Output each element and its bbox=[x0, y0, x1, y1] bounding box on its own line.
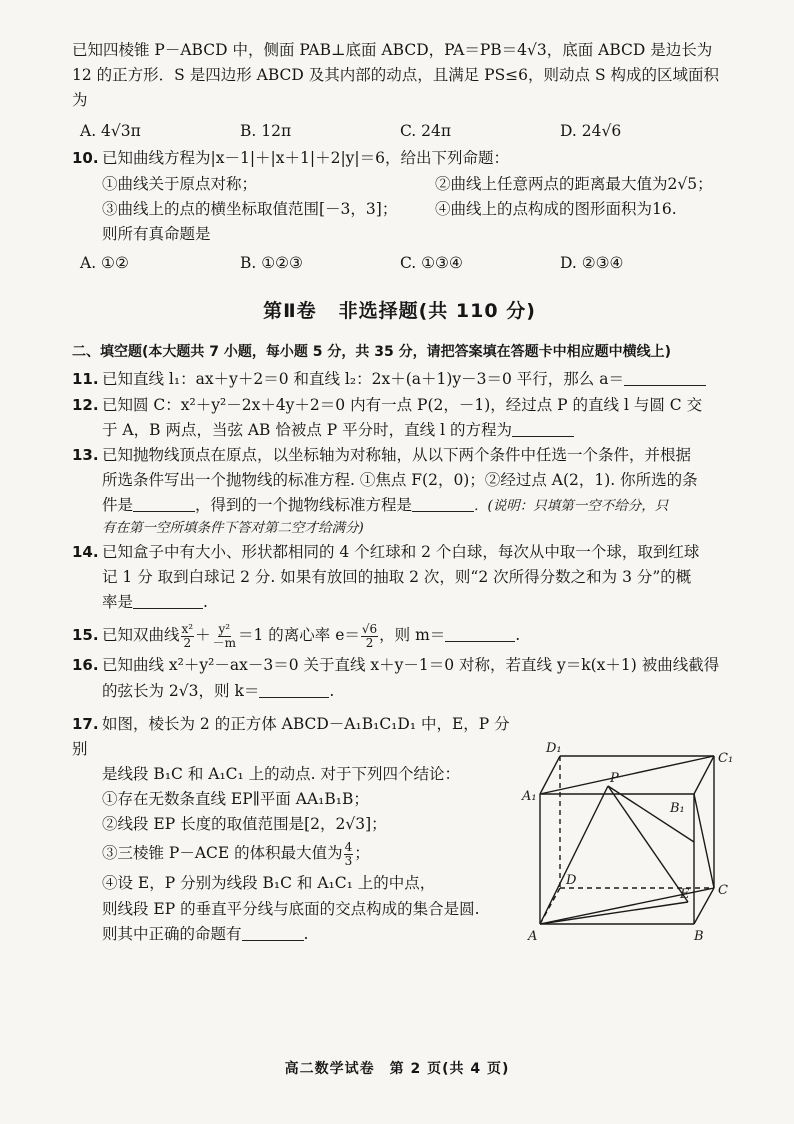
q17-conclusion-3: ③三棱锥 P－ACE 的体积最大值为 bbox=[102, 844, 343, 863]
q11-answer-blank[interactable] bbox=[624, 370, 706, 387]
part-2-heading: 二、填空题(本大题共 7 小题，每小题 5 分，共 35 分，请把答案填在答题卡中相应题中横线上) bbox=[72, 343, 672, 360]
q10-prop-2: ②曲线上任意两点的距离最大值为2√5； bbox=[435, 174, 713, 193]
label-D1: D₁ bbox=[546, 742, 562, 756]
q10-propositions bbox=[72, 172, 727, 222]
q12-line2: 于 A，B 两点，当弦 AB 恰被点 P 平分时，直线 l 的方程为 bbox=[102, 420, 512, 439]
q10-ask: 则所有真命题是 bbox=[102, 224, 211, 243]
q14-line3: 率是 bbox=[102, 593, 134, 612]
q9-option-a: A. 4√3π bbox=[80, 122, 141, 141]
q17-conclusion-2: ②线段 EP 长度的取值范围是[2，2√3]； bbox=[102, 815, 387, 834]
q17-number: 17. bbox=[72, 714, 99, 733]
label-B: B bbox=[694, 929, 704, 944]
q16-line1: 已知曲线 x²＋y²－ax－3＝0 关于直线 x＋y－1＝0 对称，若直线 y＝k(x＋1) 被曲线截得 bbox=[102, 656, 720, 675]
q11-number: 11. bbox=[72, 370, 99, 389]
q14-line1: 已知盒子中有大小、形状都相同的 4 个红球和 2 个白球，每次从中取一个球，取到红球 bbox=[102, 542, 700, 561]
question-14: 14. 已知盒子中有大小、形状都相同的 4 个红球和 2 个白球，每次从中取一个球，取到红球 记 1 分 取到白球记 2 分. 如果有放回的抽取 2 次，则“2 次所得分数之和为 3 分”的概 率是 . bbox=[72, 540, 727, 615]
question-13 bbox=[72, 443, 727, 540]
q12-answer-blank[interactable] bbox=[512, 420, 574, 437]
label-A1: A₁ bbox=[522, 789, 537, 804]
label-A: A bbox=[528, 929, 538, 944]
question-15: 15. 已知双曲线 $\frac{\text{x²}}{2}$ ＋ $\frac{\text{y²}}{-m}$ ＝1 的离心率 e＝ $\frac{√6}{2}$ ，则 m＝ . bbox=[72, 622, 521, 650]
q17-conclusion-4b: 则线段 EP 的垂直平分线与底面的交点构成的集合是圆. bbox=[102, 899, 480, 918]
q10-stem: 已知曲线方程为|x－1|＋|x＋1|＋2|y|＝6，给出下列命题： bbox=[102, 149, 510, 168]
question-11 bbox=[72, 367, 727, 392]
q12-number: 12. bbox=[72, 395, 99, 414]
q17-conclusion-4a: ④设 E，P 分别为线段 B₁C 和 A₁C₁ 上的中点， bbox=[102, 874, 436, 893]
q15-fraction-y: $\frac{\text{y²}}{-m}$ bbox=[212, 622, 236, 650]
q10-prop-3: ③曲线上的点的横坐标取值范围[－3，3]； bbox=[102, 199, 398, 218]
q13-line2: 所选条件写出一个抛物线的标准方程. ①焦点 F(2，0)；②经过点 A(2，1). 你所选的条 bbox=[102, 470, 698, 489]
q12-line1: 已知圆 C：x²＋y²－2x＋4y＋2＝0 内有一点 P(2，－1)，经过点 P 的直线 l 与圆 C 交 bbox=[102, 395, 703, 414]
section-title-name: 非选择题(共 110 分) bbox=[338, 299, 536, 322]
question-10 bbox=[72, 146, 727, 276]
q13-equation-blank[interactable] bbox=[412, 495, 474, 512]
q9-option-b: B. 12π bbox=[240, 122, 292, 141]
q15-pre: 已知双曲线 bbox=[102, 626, 180, 645]
cube-figure bbox=[448, 742, 738, 967]
q17-ask: 则其中正确的命题有 bbox=[102, 924, 242, 943]
label-P: P bbox=[610, 771, 619, 786]
q16-number: 16. bbox=[72, 656, 99, 675]
q10-prop-4: ④曲线上的点构成的图形面积为16. bbox=[435, 199, 677, 218]
q11-text: 已知直线 l₁：ax＋y＋2＝0 和直线 l₂：2x＋(a＋1)y－3＝0 平行，那么 a＝ bbox=[102, 370, 624, 389]
q10-options bbox=[72, 251, 727, 276]
q10-option-b: B. ①②③ bbox=[240, 253, 303, 272]
q9-option-c: C. 24π bbox=[400, 122, 452, 141]
section-title-part: 第Ⅱ卷 bbox=[263, 299, 317, 322]
question-16: 16. 已知曲线 x²＋y²－ax－3＝0 关于直线 x＋y－1＝0 对称，若直线 y＝k(x＋1) 被曲线截得 的弦长为 2√3，则 k＝ . bbox=[72, 653, 727, 703]
q10-option-d: D. ②③④ bbox=[560, 253, 624, 272]
q15-answer-blank[interactable] bbox=[445, 626, 515, 643]
q10-option-a: A. ①② bbox=[80, 253, 129, 272]
q10-option-c: C. ①③④ bbox=[400, 253, 463, 272]
q14-line2: 记 1 分 取到白球记 2 分. 如果有放回的抽取 2 次，则“2 次所得分数之和为 3 分”的概 bbox=[102, 568, 692, 587]
q15-fraction-x: $\frac{\text{x²}}{2}$ bbox=[181, 622, 194, 650]
q13-line1: 已知抛物线顶点在原点，以坐标轴为对称轴，从以下两个条件中任选一个条件，并根据 bbox=[102, 445, 692, 464]
q9-stem: 已知四棱锥 P－ABCD 中，侧面 PAB⊥底面 ABCD，PA＝PB＝4√3，底面 ABCD 是边长为12 的正方形．S 是四边形 ABCD 及其内部的动点，且满足 PS≤6，则动点 S 构成的区域面积为 bbox=[72, 41, 720, 110]
q17-line2: 是线段 B₁C 和 A₁C₁ 上的动点. 对于下列四个结论： bbox=[102, 764, 461, 783]
label-B1: B₁ bbox=[670, 801, 685, 816]
question-17: 17. 如图，棱长为 2 的正方体 ABCD－A₁B₁C₁D₁ 中，E，P 分别 是线段 B₁C 和 A₁C₁ 上的动点. 对于下列四个结论： ①存在无数条直线 EP∥平面 AA₁B₁B； ②线段 EP 长度的取值范围是[2，2√3]； ③三棱锥 P－ACE 的体积最大值为 $\frac{4}{3}$ ； ④设 E，P 分别为线段 B₁C 和 A₁C₁ 上的中点， 则线段 EP 的垂直平分线与底面的交点构成的集合是圆. 则其中正确的命题有 . bbox=[72, 712, 512, 947]
section-title bbox=[72, 296, 727, 327]
q15-mid: ＝1 的离心率 e＝ bbox=[238, 626, 360, 645]
q16-answer-blank[interactable] bbox=[259, 681, 329, 698]
q13-line3a: 件是 bbox=[102, 495, 134, 514]
label-C: C bbox=[718, 883, 728, 898]
q10-prop-1: ①曲线关于原点对称； bbox=[102, 174, 258, 193]
q17-line1: 如图，棱长为 2 的正方体 ABCD－A₁B₁C₁D₁ 中，E，P 分别 bbox=[72, 714, 510, 758]
q15-fraction-e: $\frac{√6}{2}$ bbox=[361, 622, 378, 650]
q13-condition-blank[interactable] bbox=[133, 495, 195, 512]
q10-number: 10. bbox=[72, 149, 99, 168]
q13-line4: 有在第一空所填条件下答对第二空才给满分) bbox=[102, 520, 364, 537]
q16-line2: 的弦长为 2√3，则 k＝ bbox=[102, 681, 260, 700]
label-E: E bbox=[680, 887, 690, 902]
q9-options bbox=[72, 119, 727, 144]
q14-number: 14. bbox=[72, 542, 99, 561]
q13-number: 13. bbox=[72, 445, 99, 464]
label-C1: C₁ bbox=[718, 751, 734, 766]
q13-line3b: ，得到的一个抛物线标准方程是 bbox=[195, 495, 413, 514]
question-9 bbox=[72, 38, 727, 144]
q9-option-d: D. 24√6 bbox=[560, 122, 622, 141]
page-footer: 高二数学试卷 第 2 页(共 4 页) bbox=[284, 1061, 510, 1077]
q15-number: 15. bbox=[72, 626, 99, 645]
question-12 bbox=[72, 393, 727, 443]
q15-plus: ＋ bbox=[195, 626, 211, 645]
q15-post: ，则 m＝ bbox=[379, 626, 446, 645]
label-D: D bbox=[566, 873, 577, 888]
q17-conclusion-1: ①存在无数条直线 EP∥平面 AA₁B₁B； bbox=[102, 790, 369, 808]
q13-note: ．(说明：只填第一空不给分，只 bbox=[474, 497, 669, 514]
q14-answer-blank[interactable] bbox=[133, 593, 203, 610]
q17-answer-blank[interactable] bbox=[242, 924, 304, 941]
q17-fraction: $\frac{4}{3}$ bbox=[344, 840, 353, 868]
